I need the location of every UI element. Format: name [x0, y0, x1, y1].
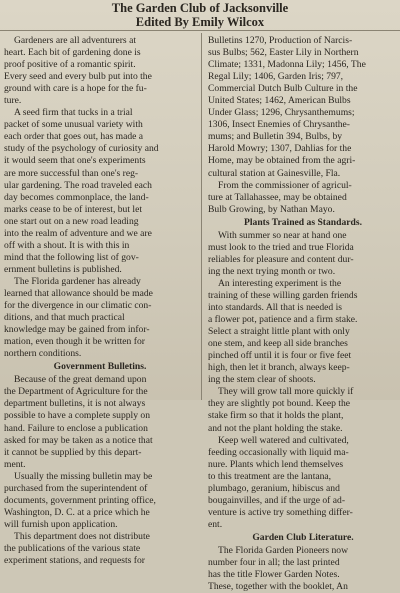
paragraph: Gardeners are all adventurers at heart. Each bit of gardening done is proof positive of a romantic spirit. Every seed and every bulb put into the ground with care is a hope for the fu- ture.: [4, 35, 152, 107]
paragraph: A seed firm that tucks in a trial packet of some unusual variety with each order that goes out, has made a study of the psychology of curiosity and it would seem that one's experiments are more successful than one's reg- ular gardening. The road traveled each day becomes commonplace, the land-: [4, 107, 159, 203]
column-byline: Edited By Emily Wilcox: [135, 15, 265, 29]
paragraph: From the commissioner of agricul- ture at Tallahassee, may be obtained Bulb Growing, by Nathan Mayo.: [208, 179, 352, 215]
left-column: [4, 35, 196, 567]
section-heading: Garden Club Literature.: [252, 531, 354, 543]
paragraph: The Florida gardener has already learned that allowance should be made for the divergence in our climatic con- ditions, and that much practical knowledge may be gained from infor- mation, even though it be written for northern conditions.: [4, 275, 153, 360]
paragraph: Usually the missing bulletin may be purchased from the superintendent of documents, government printing office, Washington, D. C. at a price which he will furnish upon application.: [4, 470, 156, 530]
paragraph: bougainvilles, and if the urge of ad- venture is active try something differ- ent.: [208, 494, 353, 530]
article-columns: [0, 31, 400, 593]
paragraph: Because of the great demand upon the Department of Agriculture for the department bulletins, it is not always possible to have a complete supply on hand. Failure to enclose a publication asked for may be taken as a notice that it cannot be supplied by this depart- ment.: [4, 374, 153, 470]
section-heading: Government Bulletins.: [53, 361, 147, 373]
column-title: The Garden Club of Jacksonville: [111, 1, 289, 15]
paragraph: An interesting experiment is the training of these willing garden friends into standards. All that is needed is a flower pot, patience and a firm stake. Select a straight little plant with only one stem, and keep all side branches pinched off until it is four or five feet high, then let it branch, always keep- ing the stem clear of shoots.: [208, 277, 358, 386]
section-heading: Plants Trained as Standards.: [244, 216, 362, 228]
column-divider: [201, 33, 202, 400]
paragraph: With summer so near at hand one must look to the tried and true Florida reliables for pleasure and content dur- ing the next trying month or two.: [208, 229, 354, 277]
right-column: [208, 35, 398, 593]
column-header: [0, 0, 400, 31]
paragraph: Bulletins 1270, Production of Narcis- sus Bulbs; 562, Easter Lily in Northern Climate; 1331, Madonna Lily; 1456, The Regal Lily; 1406, Garden Iris; 797, Commercial Dutch Bulb Culture in the United States; 1462, American Bulbs Under Glass; 1296, Chrysanthemums; 1306, Insect Enemies of Chrysanthe- mums; and Bulletin 394, Bulbs, by Harold Mowry; 1307, Dahlias for the Home, may be obtained from the agri- cultural station at Gainesville, Fla.: [208, 35, 366, 179]
paragraph: marks cease to be of interest, but let one start out on a new road leading into the realm of adventure and we are off with a shout. It is with this in mind that the following list of gov- ernment bulletins is published.: [4, 203, 152, 275]
paragraph: The Florida Garden Pioneers now number four in all; the last printed has the title Flower Garden Notes. These, together with the booklet, An: [208, 544, 349, 593]
paragraph: They will grow tall more quickly if they are slightly pot bound. Keep the stake firm so that it holds the plant, and not the plant holding the stake.: [208, 386, 354, 434]
paragraph: Keep well watered and cultivated, feeding occasionally with liquid ma- nure. Plants which lend themselves to this treatment are the lantana, plumbago, geranium, hibiscus and: [208, 434, 349, 494]
paragraph: This department does not distribute the publications of the various state experiment stations, and requests for: [4, 530, 150, 567]
